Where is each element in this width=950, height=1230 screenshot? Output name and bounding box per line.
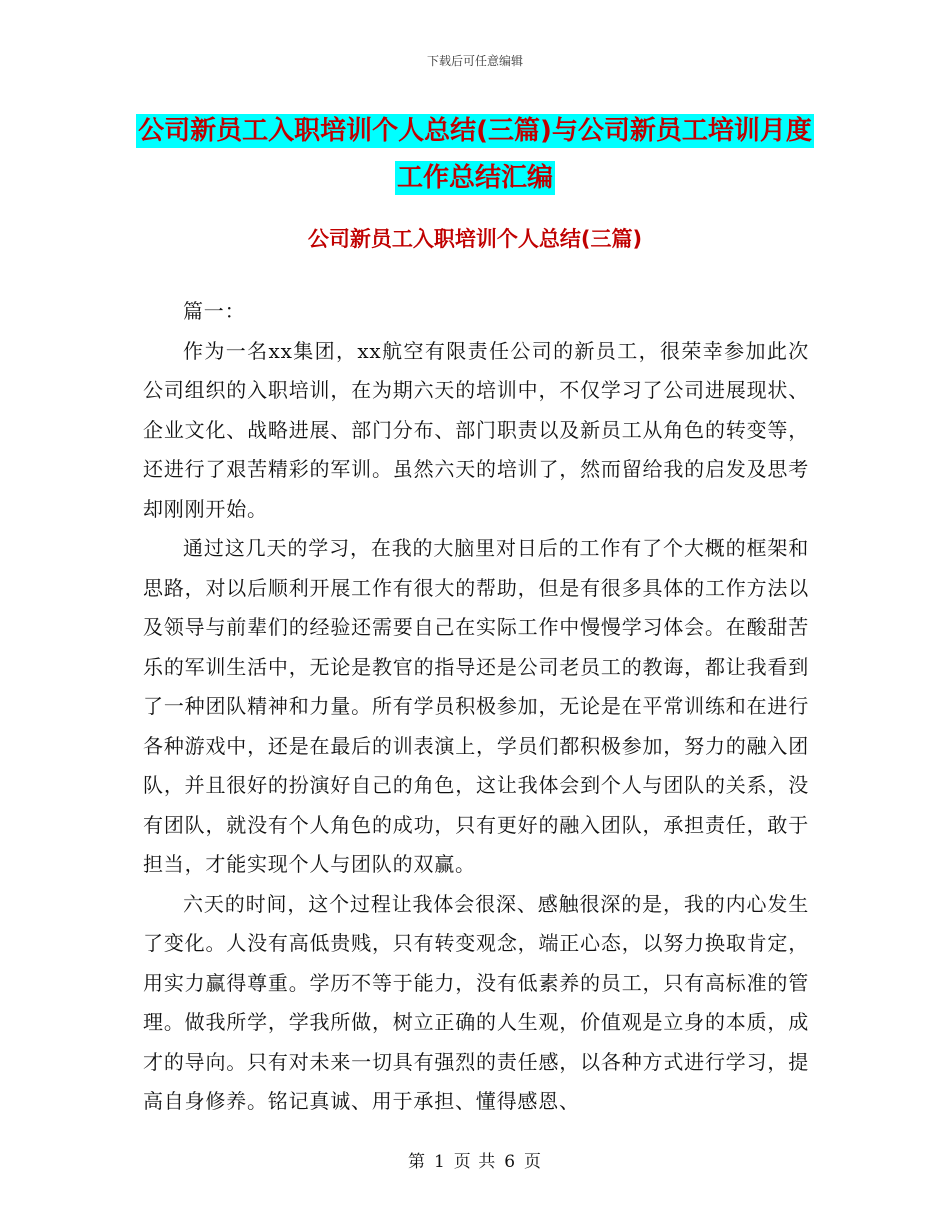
section-label: 篇一： [183, 299, 246, 323]
paragraph: 作为一名xx集团，xx航空有限责任公司的新员工，很荣幸参加此次公司组织的入职培训，在为期六天的培训中，不仅学习了公司进展现状、企业文化、战略进展、部门分布、部门职责以及新员工从角色的转变等，还进行了艰苦精彩的军训。虽然六天的培训了，然而留给我的启发及思考却刚刚开始。 [143, 338, 809, 521]
page-total: 6 [504, 1152, 517, 1172]
footer-mid: 页 共 [453, 1152, 497, 1172]
paragraph: 通过这几天的学习，在我的大脑里对日后的工作有了个大概的框架和思路，对以后顺利开展工作有很大的帮助，但是有很多具体的工作方法以及领导与前辈们的经验还需要自己在实际工作中慢慢学习体会。在酸甜苦乐的军训生活中，无论是教官的指导还是公司老员工的教诲，都让我看到了一种团队精神和力量。所有学员积极参加，无论是在平常训练和在进行各种游戏中，还是在最后的训表演上，学员们都积极参加，努力的融入团队，并且很好的扮演好自己的角色，这让我体会到个人与团队的关系，没有团队，就没有个人角色的成功，只有更好的融入团队，承担责任，敢于担当，才能实现个人与团队的双赢。 [143, 536, 809, 876]
section-title: 公司新员工入职培训个人总结(三篇) [307, 227, 643, 251]
page-header-note: 下载后可任意编辑 [426, 54, 523, 68]
document-body [143, 292, 809, 1122]
paragraph: 六天的时间，这个过程让我体会很深、感触很深的是，我的内心发生了变化。人没有高低贵贱，只有转变观念，端正心态，以努力换取肯定，用实力赢得尊重。学历不等于能力，没有低素养的员工，只有高标准的管理。做我所学，学我所做，树立正确的人生观，价值观是立身的本质，成才的导向。只有对未来一切具有强烈的责任感，以各种方式进行学习，提高自身修养。铭记真诚、用于承担、懂得感恩、 [143, 891, 809, 1113]
footer-suffix: 页 [524, 1152, 543, 1172]
footer-prefix: 第 [407, 1152, 426, 1172]
document-title [130, 108, 820, 202]
page-number: 1 [433, 1152, 446, 1172]
document-title-text: 公司新员工入职培训个人总结(三篇)与公司新员工培训月度工作总结汇编 [138, 116, 812, 193]
page-footer [0, 1147, 950, 1172]
